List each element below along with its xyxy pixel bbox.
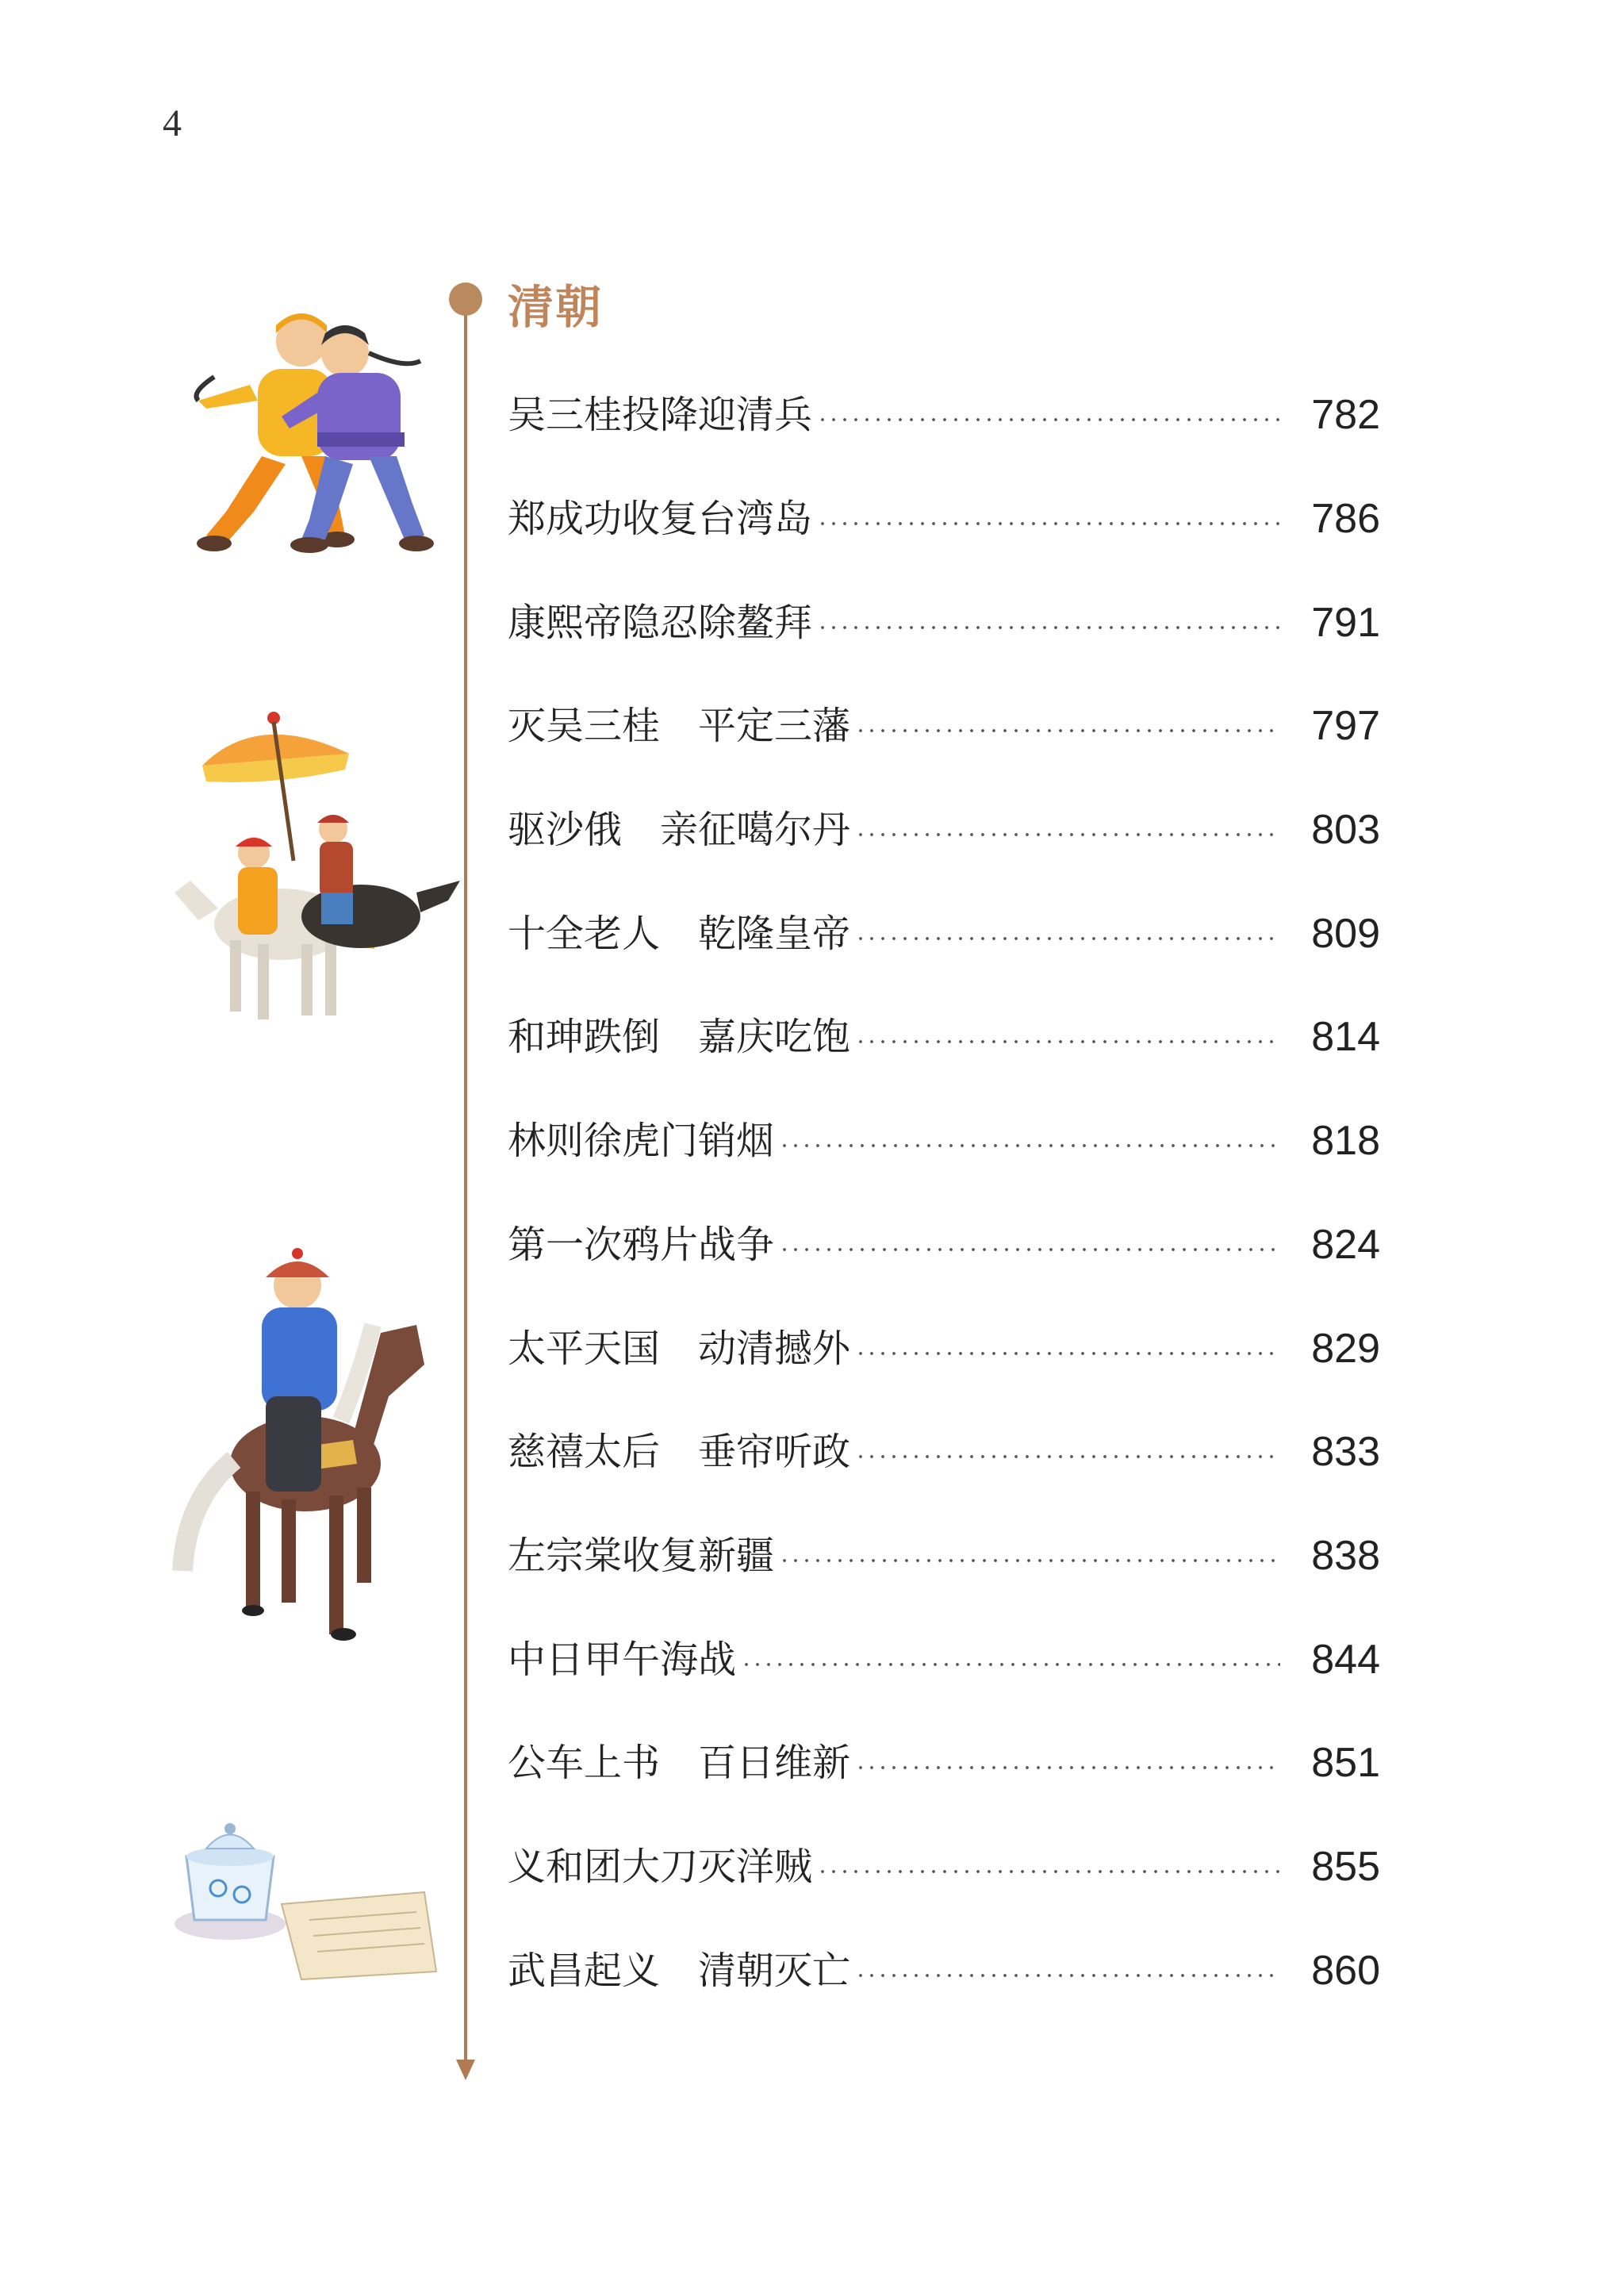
toc-entry-title: 郑成功收复台湾岛 <box>508 497 813 542</box>
toc-entry[interactable] <box>508 985 1380 1089</box>
toc-entry-title: 武昌起义 清朝灭亡 <box>508 1948 851 1993</box>
toc-entry[interactable] <box>508 1400 1380 1504</box>
dot-leader <box>817 521 1280 526</box>
toc-entry-title: 左宗棠收复新疆 <box>508 1533 775 1578</box>
toc-entry-title: 太平天国 动清撼外 <box>508 1326 851 1371</box>
toc-entry-title: 中日甲午海战 <box>508 1637 737 1682</box>
toc-entry-page: 844 <box>1311 1636 1380 1683</box>
toc-entry[interactable] <box>508 1918 1380 2022</box>
toc-entry[interactable] <box>508 1089 1380 1193</box>
toc-entry-page: 782 <box>1311 392 1380 439</box>
toc-entry-title: 第一次鸦片战争 <box>508 1222 775 1267</box>
toc-entry-page: 814 <box>1311 1014 1380 1061</box>
toc-entry-title: 公车上书 百日维新 <box>508 1741 851 1786</box>
toc-entry-title: 和珅跌倒 嘉庆吃饱 <box>508 1015 851 1060</box>
toc-entry-title: 灭吴三桂 平定三藩 <box>508 704 851 749</box>
toc-entry[interactable] <box>508 778 1380 882</box>
dot-leader <box>817 625 1280 630</box>
section-title: 清朝 <box>508 280 604 334</box>
page-number: 4 <box>163 102 182 144</box>
toc-entry[interactable] <box>508 363 1380 467</box>
dot-leader <box>779 1247 1280 1252</box>
dot-leader <box>855 1765 1280 1770</box>
table-of-contents <box>508 363 1380 2022</box>
toc-entry[interactable] <box>508 1711 1380 1815</box>
toc-entry-page: 786 <box>1311 496 1380 543</box>
toc-entry-title: 驱沙俄 亲征噶尔丹 <box>508 808 851 853</box>
dot-leader <box>855 1351 1280 1356</box>
toc-entry-title: 吴三桂投降迎清兵 <box>508 393 813 438</box>
dot-leader <box>855 728 1280 733</box>
toc-entry[interactable] <box>508 674 1380 778</box>
toc-entry[interactable] <box>508 570 1380 674</box>
toc-entry[interactable] <box>508 1504 1380 1608</box>
official-on-horse-illustration <box>171 1238 436 1642</box>
toc-entry-page: 851 <box>1311 1740 1380 1787</box>
toc-entry[interactable] <box>508 1193 1380 1297</box>
toc-entry-page: 838 <box>1311 1532 1380 1579</box>
toc-entry-title: 十全老人 乾隆皇帝 <box>508 911 851 956</box>
toc-entry-page: 824 <box>1311 1221 1380 1268</box>
dot-leader <box>779 1143 1280 1148</box>
toc-entry-title: 康熙帝隐忍除鳌拜 <box>508 600 813 645</box>
toc-entry-title: 慈禧太后 垂帘听政 <box>508 1430 851 1475</box>
timeline-dot <box>449 282 482 316</box>
dot-leader <box>741 1662 1280 1667</box>
toc-entry-page: 860 <box>1311 1947 1380 1994</box>
toc-entry[interactable] <box>508 1815 1380 1919</box>
dot-leader <box>855 1039 1280 1044</box>
dot-leader <box>855 832 1280 837</box>
toc-entry-title: 义和团大刀灭洋贼 <box>508 1844 813 1889</box>
dot-leader <box>855 1973 1280 1978</box>
toc-entry[interactable] <box>508 1296 1380 1400</box>
timeline-arrow-icon <box>456 2060 475 2080</box>
toc-entry-page: 855 <box>1311 1843 1380 1890</box>
dot-leader <box>817 417 1280 422</box>
toc-entry-page: 829 <box>1311 1325 1380 1372</box>
toc-entry-page: 803 <box>1311 807 1380 854</box>
toc-entry-page: 797 <box>1311 703 1380 750</box>
timeline-line <box>464 300 467 2061</box>
emperor-on-horse-with-umbrella-illustration <box>163 710 468 1035</box>
toc-entry-title: 林则徐虎门销烟 <box>508 1119 775 1164</box>
toc-entry-page: 791 <box>1311 599 1380 646</box>
wrestlers-illustration <box>182 298 452 559</box>
teacup-and-document-illustration <box>163 1801 440 1983</box>
toc-entry[interactable] <box>508 467 1380 571</box>
toc-entry[interactable] <box>508 1607 1380 1711</box>
toc-entry[interactable] <box>508 881 1380 985</box>
dot-leader <box>779 1558 1280 1563</box>
dot-leader <box>855 1454 1280 1459</box>
dot-leader <box>817 1869 1280 1874</box>
toc-entry-page: 809 <box>1311 910 1380 957</box>
toc-entry-page: 833 <box>1311 1429 1380 1476</box>
toc-entry-page: 818 <box>1311 1118 1380 1165</box>
dot-leader <box>855 936 1280 941</box>
